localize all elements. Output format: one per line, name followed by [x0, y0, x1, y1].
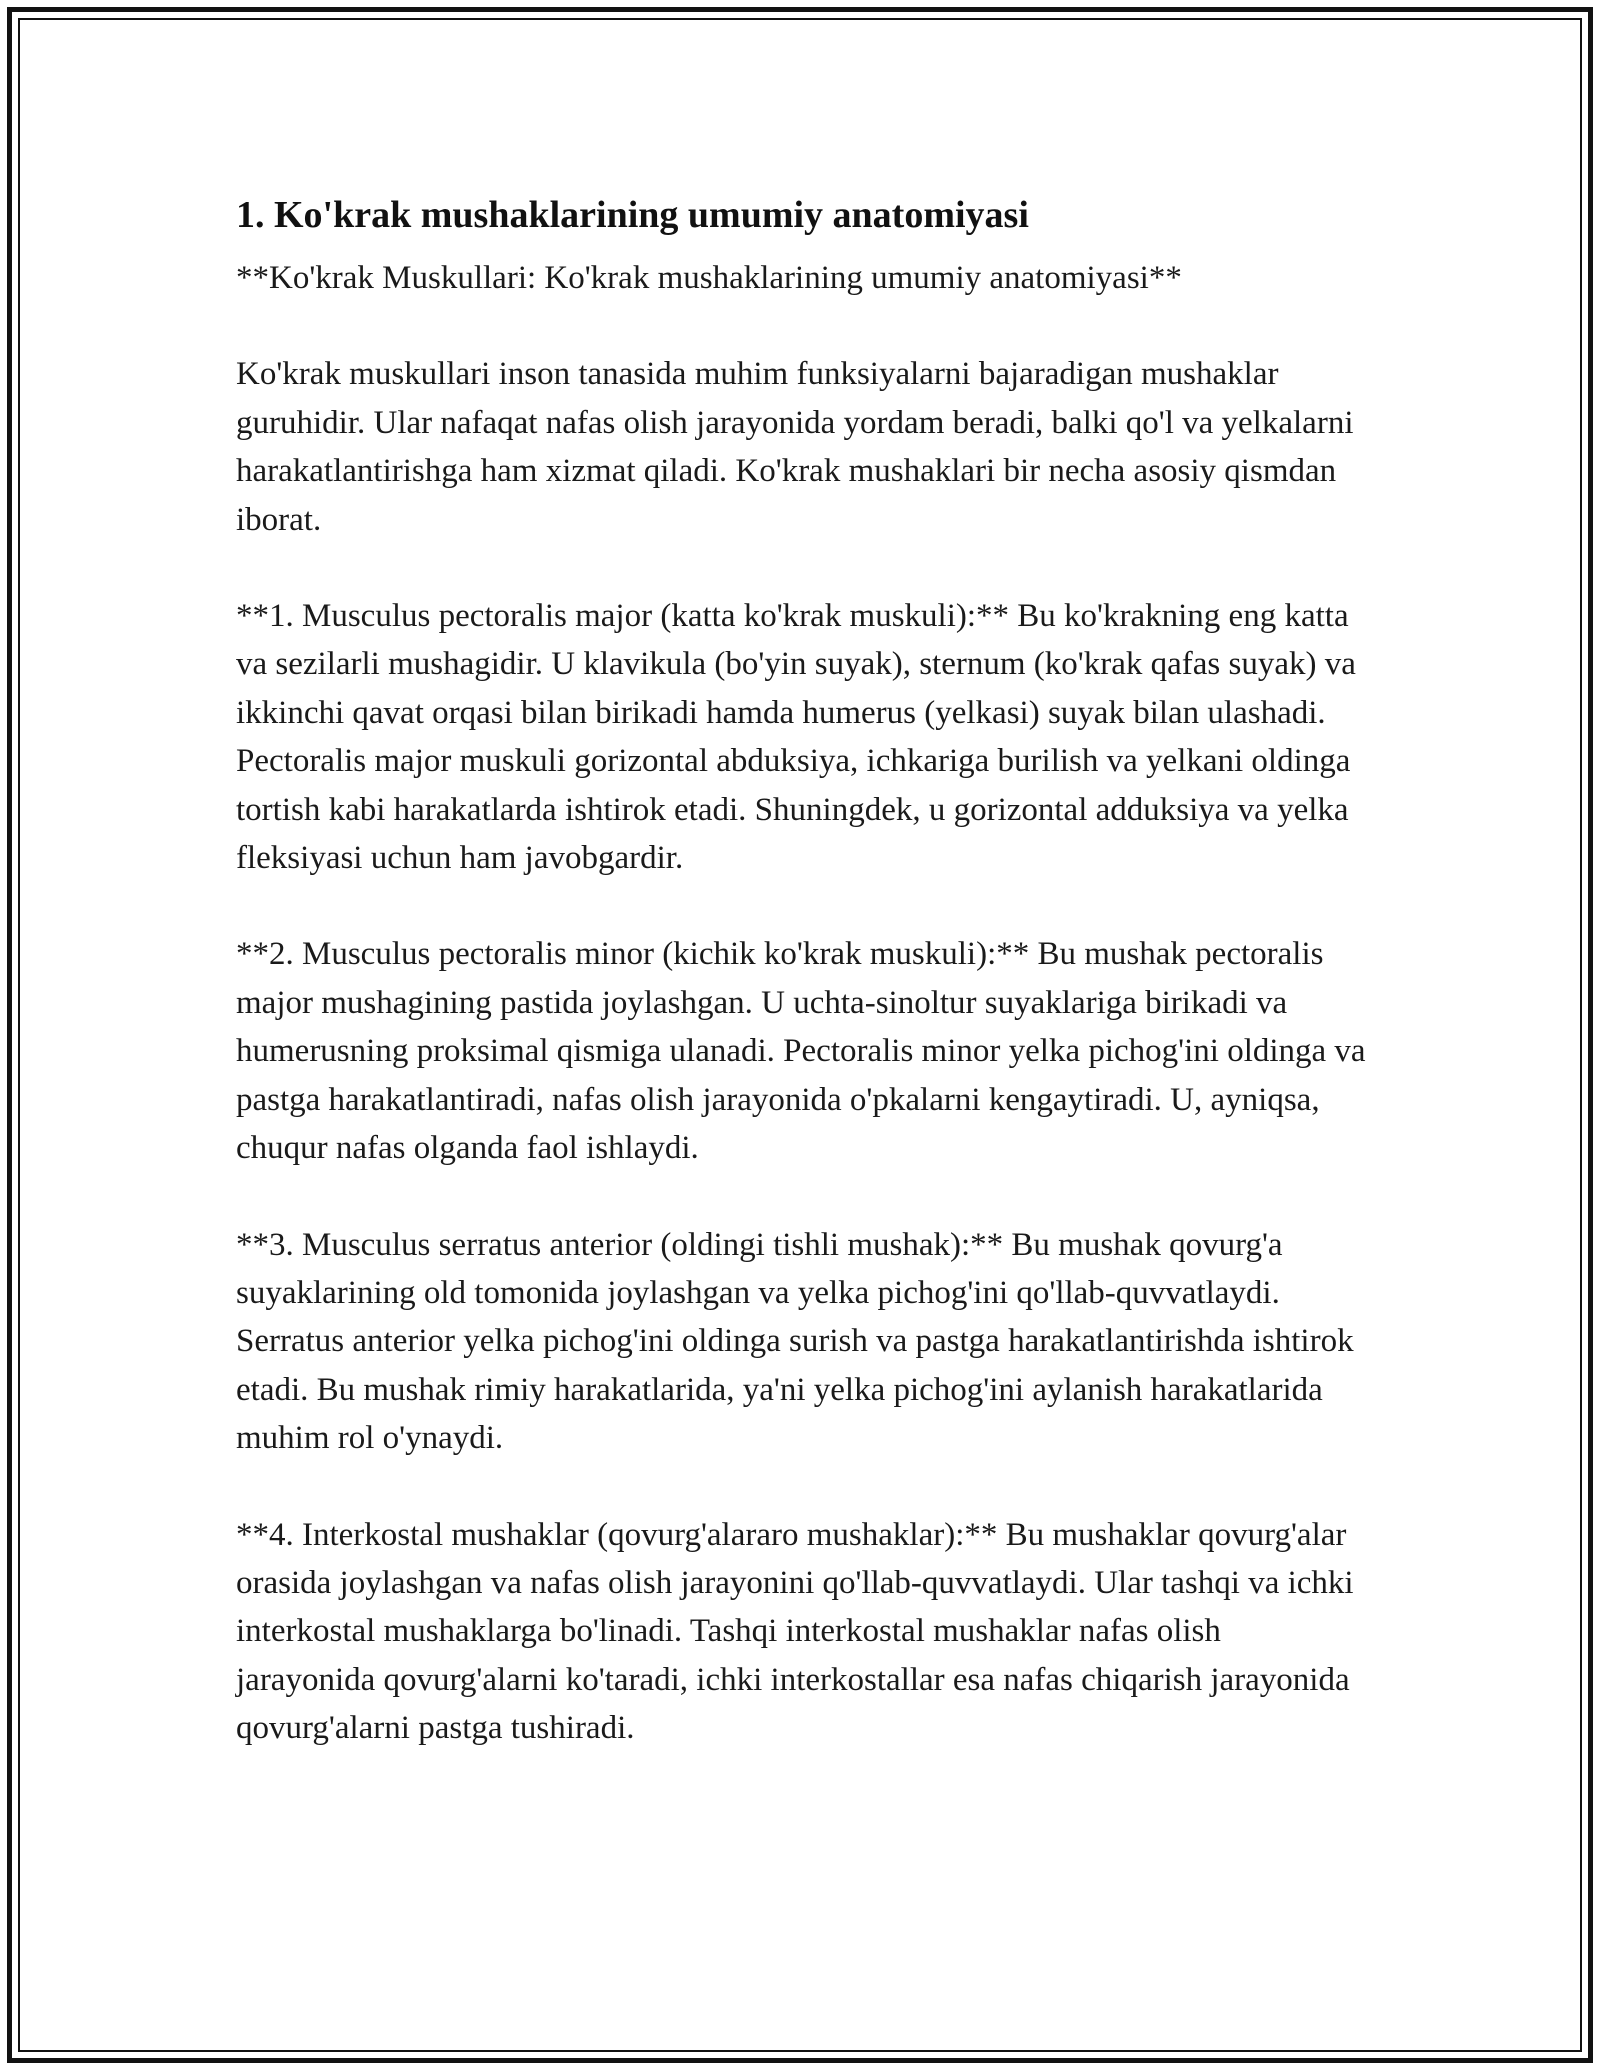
document-subtitle: **Ko'krak Muskullari: Ko'krak mushaklarining umumiy anatomiyasi** — [236, 260, 1182, 296]
section-heading: 1. Ko'krak mushaklarining umumiy anatomiyasi — [236, 194, 1029, 236]
intro-paragraph: Ko'krak muskullari inson tanasida muhim funksiyalarni bajaradigan mushaklar guruhidir. Ular nafaqat nafas olish jarayonida yordam beradi, balki qo'l va yelkalarni harakatlantirishga ham xizmat qiladi. Ko'krak mushaklari bir necha asosiy qismdan iborat. — [236, 356, 1354, 538]
document-body — [236, 188, 1366, 1753]
pectoralis-minor-paragraph: **2. Musculus pectoralis minor (kichik ko'krak muskuli):** Bu mushak pectoralis major mushagining pastida joylashgan. U uchta-sinoltur suyaklariga birikadi va humerusning proksimal qismiga ulanadi. Pectoralis minor yelka pichog'ini oldinga va pastga harakatlantiradi, nafas olish jarayonida o'pkalarni kengaytiradi. U, ayniqsa, chuqur nafas olganda faol ishlaydi. — [236, 936, 1366, 1167]
intercostal-paragraph: **4. Interkostal mushaklar (qovurg'alararo mushaklar):** Bu mushaklar qovurg'alar orasida joylashgan va nafas olish jarayonini qo'llab-quvvatlaydi. Ular tashqi va ichki interkostal mushaklarga bo'linadi. Tashqi interkostal mushaklar nafas olish jarayonida qovurg'alarni ko'taradi, ichki interkostallar esa nafas chiqarish jarayonida qovurg'alarni pastga tushiradi. — [236, 1516, 1354, 1747]
serratus-anterior-paragraph: **3. Musculus serratus anterior (oldingi tishli mushak):** Bu mushak qovurg'a suyaklarining old tomonida joylashgan va yelka pichog'ini qo'llab-quvvatlaydi. Serratus anterior yelka pichog'ini oldinga surish va pastga harakatlantirishda ishtirok etadi. Bu mushak rimiy harakatlarida, ya'ni yelka pichog'ini aylanish harakatlarida muhim rol o'ynaydi. — [236, 1226, 1354, 1457]
pectoralis-major-paragraph: **1. Musculus pectoralis major (katta ko'krak muskuli):** Bu ko'krakning eng katta va sezilarli mushagidir. U klavikula (bo'yin suyak), sternum (ko'krak qafas suyak) va ikkinchi qavat orqasi bilan birikadi hamda humerus (yelkasi) suyak bilan ulashadi. Pectoralis major muskuli gorizontal abduksiya, ichkariga burilish va yelkani oldinga tortish kabi harakatlarda ishtirok etadi. Shuningdek, u gorizontal adduksiya va yelka fleksiyasi uchun ham javobgardir. — [236, 598, 1356, 877]
